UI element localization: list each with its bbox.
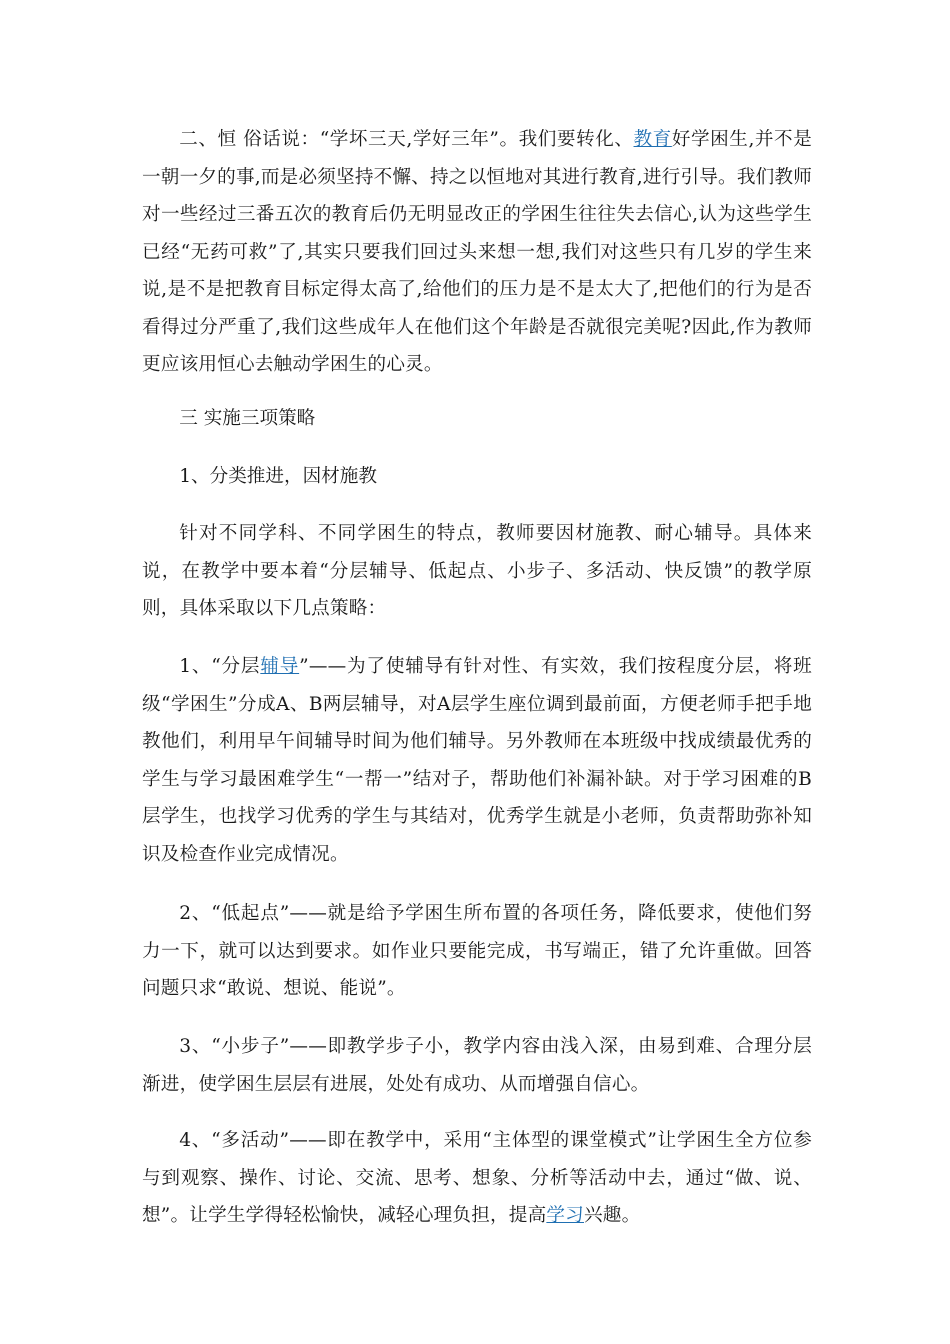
paragraph-more-activities	[142, 1122, 812, 1235]
paragraph-text: 二、恒 俗话说：“学坏三天,学好三年”。我们要转化、	[179, 129, 634, 150]
section-heading-strategies: 三 实施三项策略	[179, 408, 316, 429]
subsection-heading-classification: 1、分类推进，因材施教	[179, 466, 377, 487]
link-study[interactable]: 学习	[546, 1205, 584, 1226]
paragraph-layered-tutoring	[142, 648, 812, 873]
paragraph-text: 好学困生,并不是一朝一夕的事,而是必须坚持不懈、持之以恒地对其进行教育,进行引导。我们教师对一些经过三番五次的教育后仍无明显改正的学困生往往失去信心,认为这些学生已经“无药可救”了,其实只要我们回过头来想一想,我们对这些只有几岁的学生来说,是不是把教育目标定得太高了,给他们的压力是不是太大了,把他们的行为是否看得过分严重了,我们这些成年人在他们这个年龄是否就很完美呢?因此,作为教师更应该用恒心去触动学困生的心灵。	[142, 129, 813, 375]
paragraph-text: 兴趣。	[583, 1205, 641, 1226]
paragraph-intro-strategies: 针对不同学科、不同学困生的特点，教师要因材施教、耐心辅导。具体来说，在教学中要本着“分层辅导、低起点、小步子、多活动、快反馈”的教学原则，具体采取以下几点策略：	[142, 523, 812, 619]
link-education[interactable]: 教育	[633, 129, 672, 150]
paragraph-small-steps: 3、“小步子”——即教学步子小，教学内容由浅入深，由易到难、合理分层渐进，使学困生层层有进展，处处有成功、从而增强自信心。	[142, 1036, 812, 1095]
paragraph-perseverance	[142, 121, 812, 384]
paragraph-text: 4、“多活动”——即在教学中，采用“主体型的课堂模式”让学困生全方位参与到观察、操作、讨论、交流、思考、想象、分析等活动中去，通过“做、说、想”。让学生学得轻松愉快，减轻心理负担，提高	[142, 1130, 812, 1226]
paragraph-text: 1、“分层	[179, 656, 261, 677]
paragraph-low-starting-point: 2、“低起点”——就是给予学困生所布置的各项任务，降低要求，使他们努力一下，就可以达到要求。如作业只要能完成，书写端正，错了允许重做。回答问题只求“敢说、想说、能说”。	[142, 903, 812, 999]
paragraph-text: ”——为了使辅导有针对性、有实效，我们按程度分层，将班级“学困生”分成A、B两层辅导，对A层学生座位调到最前面，方便老师手把手地教他们，利用早午间辅导时间为他们辅导。另外教师在本班级中找成绩最优秀的学生与学习最困难学生“一帮一”结对子，帮助他们补漏补缺。对于学习困难的B层学生，也找学习优秀的学生与其结对，优秀学生就是小老师，负责帮助弥补知识及检查作业完成情况。	[142, 656, 812, 865]
link-tutoring[interactable]: 辅导	[260, 656, 300, 677]
